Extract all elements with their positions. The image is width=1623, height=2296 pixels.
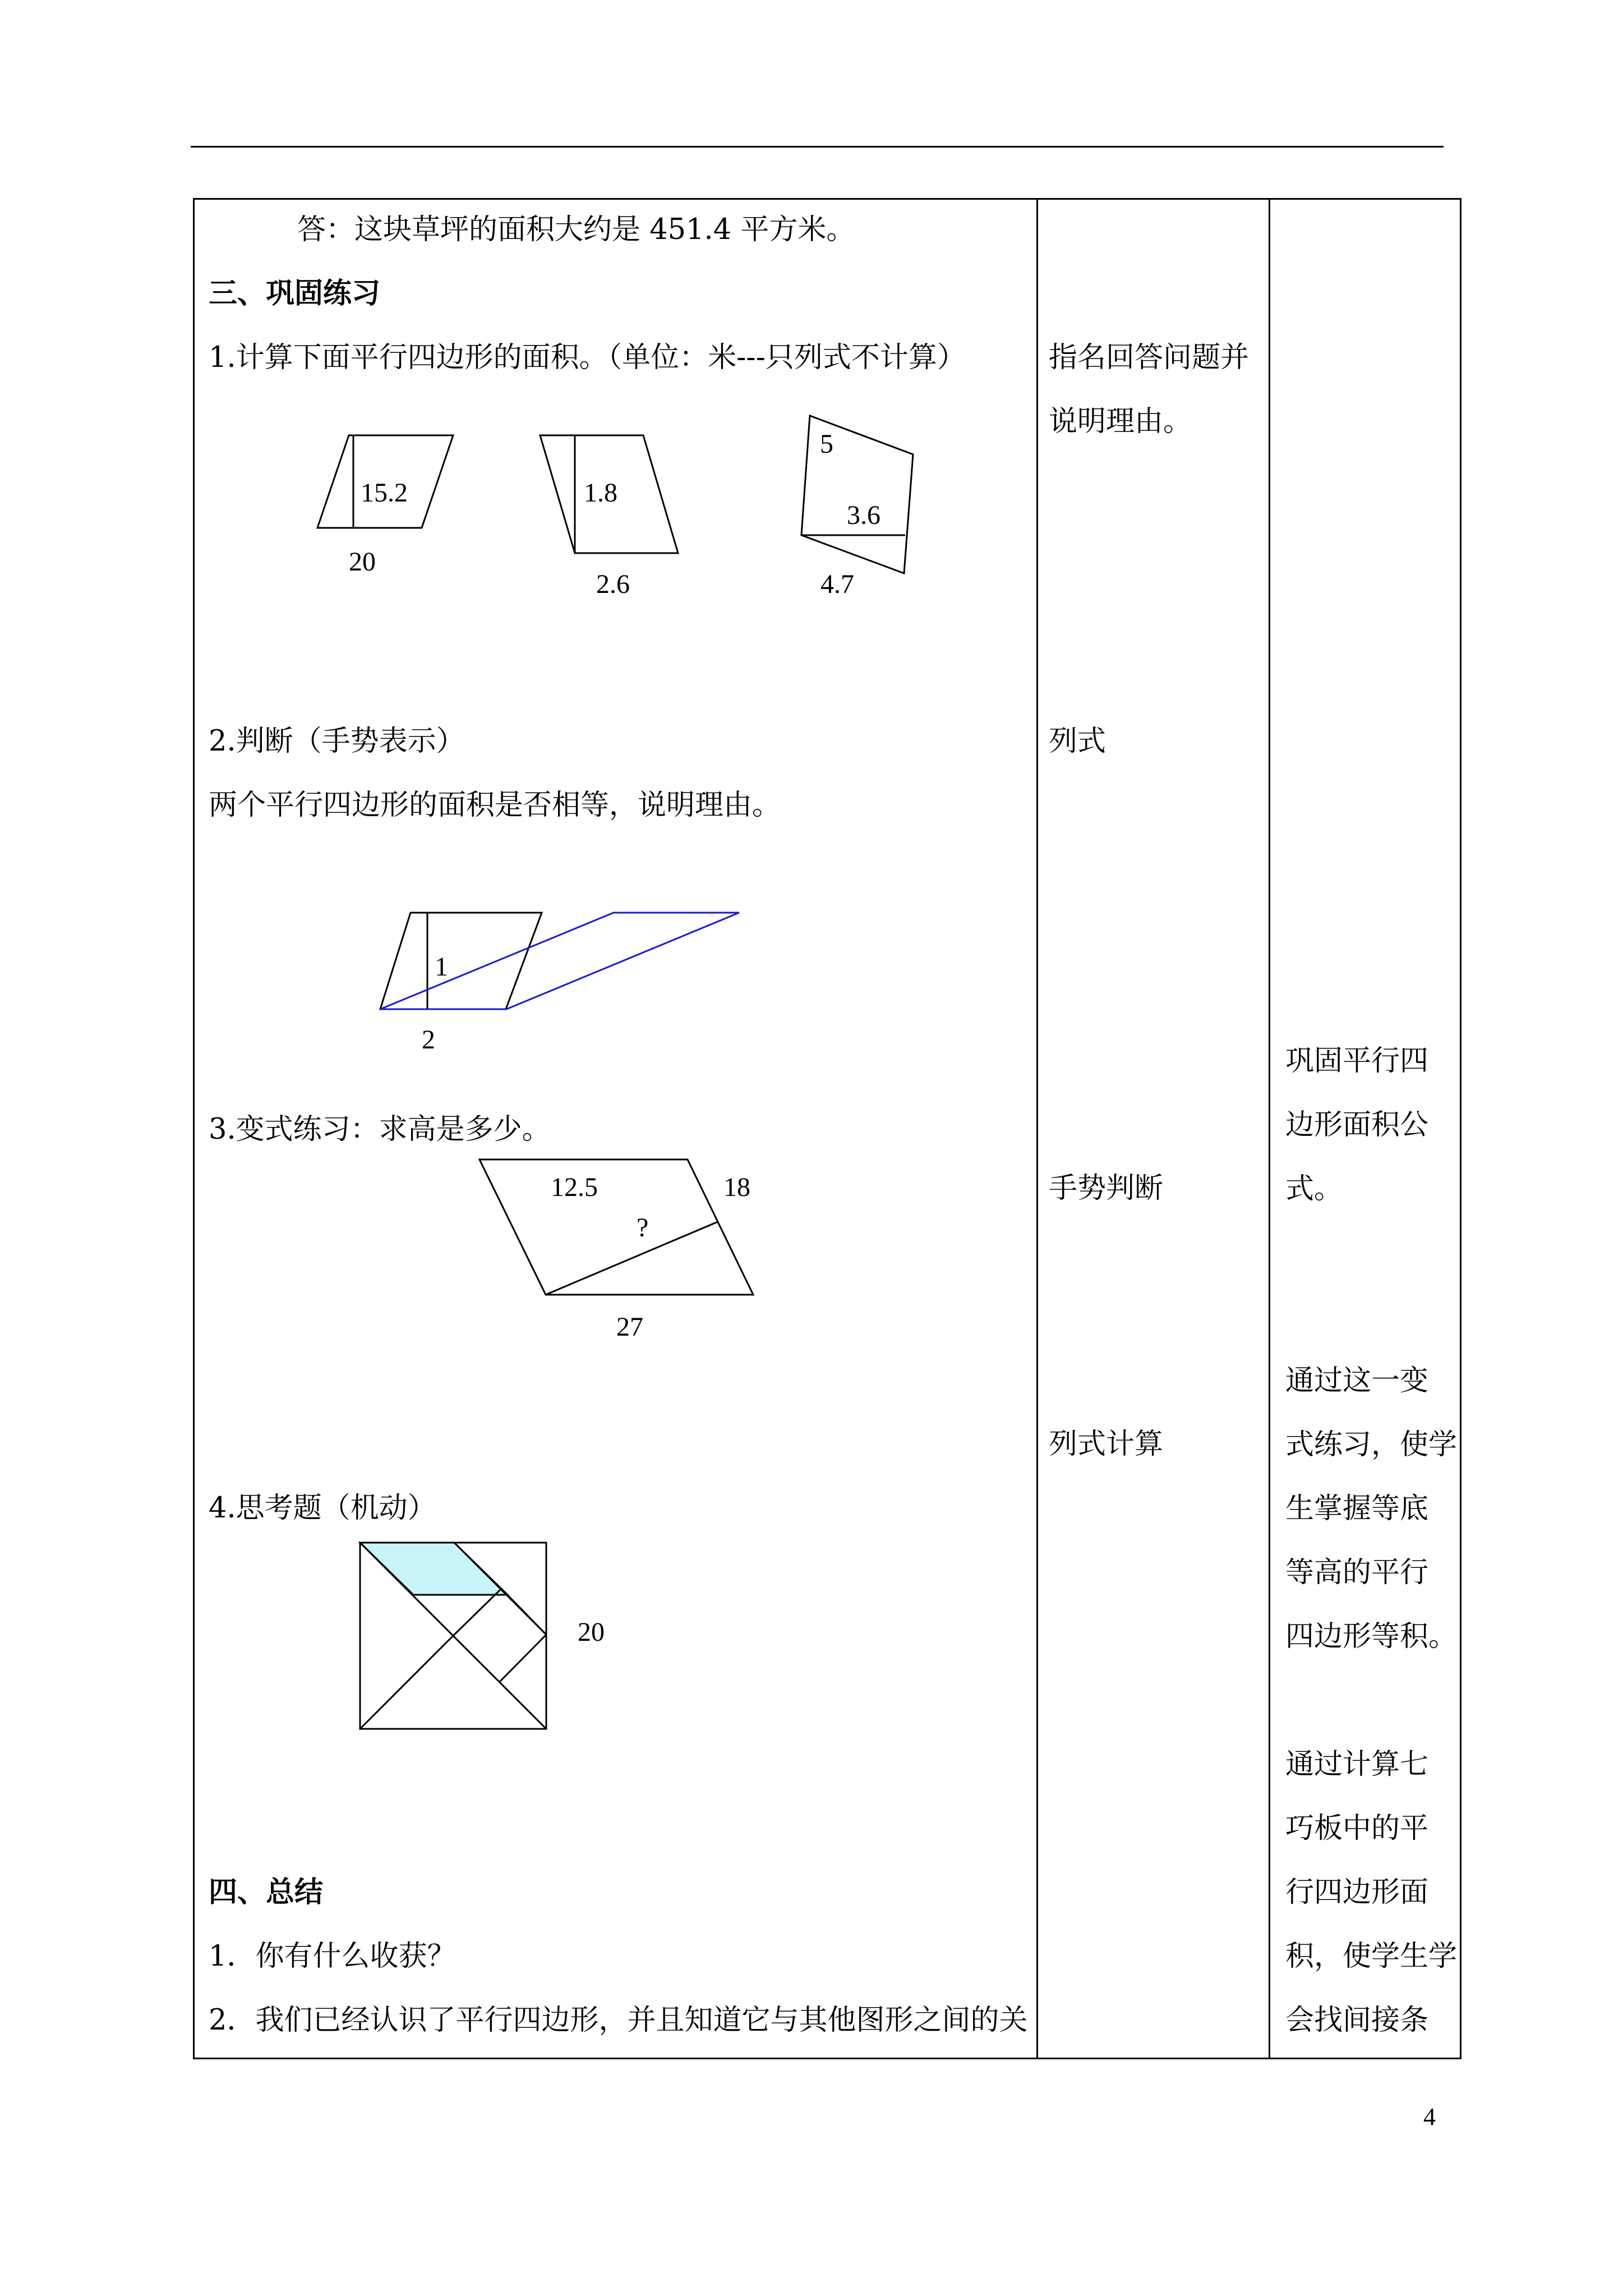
- q2-base-label: 2: [422, 1025, 435, 1055]
- col3-b2-l3: 生掌握等底: [1285, 1492, 1429, 1525]
- col3-b2-l2: 式练习，使学: [1285, 1428, 1458, 1461]
- q1-parallelogram-3: [801, 416, 913, 573]
- page-number: 4: [1423, 2103, 1436, 2131]
- col3-b3-l4: 积，使学生学: [1285, 1940, 1458, 1973]
- section-3-heading: 三、巩固练习: [209, 277, 381, 310]
- fig1-height-label: 15.2: [361, 478, 408, 508]
- fig2-base-label: 2.6: [596, 569, 630, 599]
- q3-parallelogram: [479, 1159, 753, 1295]
- q4-tangram: [360, 1543, 546, 1729]
- q2-figure: [380, 913, 739, 1009]
- q4-side-label: 20: [578, 1617, 605, 1647]
- col3-b1-l3: 式。: [1285, 1172, 1343, 1205]
- q3-base-label: 27: [616, 1312, 643, 1342]
- question-4: 4.思考题（机动）: [209, 1492, 436, 1525]
- summary-item-1: 1．你有什么收获？: [209, 1940, 456, 1973]
- question-2-title: 2.判断（手势表示）: [209, 725, 465, 758]
- q3-side-label: 18: [723, 1172, 750, 1202]
- question-3: 3.变式练习：求高是多少。: [209, 1113, 551, 1146]
- col3-b1-l2: 边形面积公: [1285, 1108, 1429, 1142]
- fig1-base-label: 20: [349, 547, 376, 577]
- col2-liesh: 列式: [1049, 725, 1106, 758]
- q3-unknown-label: ?: [637, 1213, 649, 1243]
- col3-b2-l5: 四边形等积。: [1285, 1620, 1458, 1653]
- col3-b2-l4: 等高的平行: [1285, 1556, 1429, 1589]
- col3-b3-l5: 会找间接条: [1285, 2004, 1429, 2037]
- q2-height-label: 1: [435, 952, 448, 982]
- col2-gesture: 手势判断: [1049, 1172, 1164, 1205]
- col3-b3-l3: 行四边形面: [1285, 1876, 1429, 1909]
- q3-top-label: 12.5: [551, 1172, 598, 1202]
- col3-b2-l1: 通过这一变: [1285, 1364, 1429, 1397]
- col3-b3-l2: 巧板中的平: [1285, 1812, 1429, 1845]
- fig3-base-label: 4.7: [820, 569, 854, 599]
- fig3-side-label: 5: [820, 429, 833, 459]
- summary-item-2: 2．我们已经认识了平行四边形，并且知道它与其他图形之间的关: [209, 2004, 1028, 2037]
- question-2-text: 两个平行四边形的面积是否相等，说明理由。: [209, 789, 781, 822]
- col3-b3-l1: 通过计算七: [1285, 1748, 1429, 1781]
- col3-b1-l1: 巩固平行四: [1285, 1045, 1429, 1078]
- col2-line-2: 说明理由。: [1049, 405, 1192, 438]
- col2-calc: 列式计算: [1049, 1428, 1164, 1461]
- answer-text: 答：这块草坪的面积大约是 451.4 平方米。: [297, 213, 855, 246]
- fig2-height-label: 1.8: [584, 478, 617, 508]
- fig3-height-label: 3.6: [847, 500, 880, 530]
- col2-line-1: 指名回答问题并: [1049, 341, 1249, 374]
- question-1: 1.计算下面平行四边形的面积。（单位：米---只列式不计算）: [209, 341, 966, 374]
- section-4-heading: 四、总结: [209, 1875, 324, 1909]
